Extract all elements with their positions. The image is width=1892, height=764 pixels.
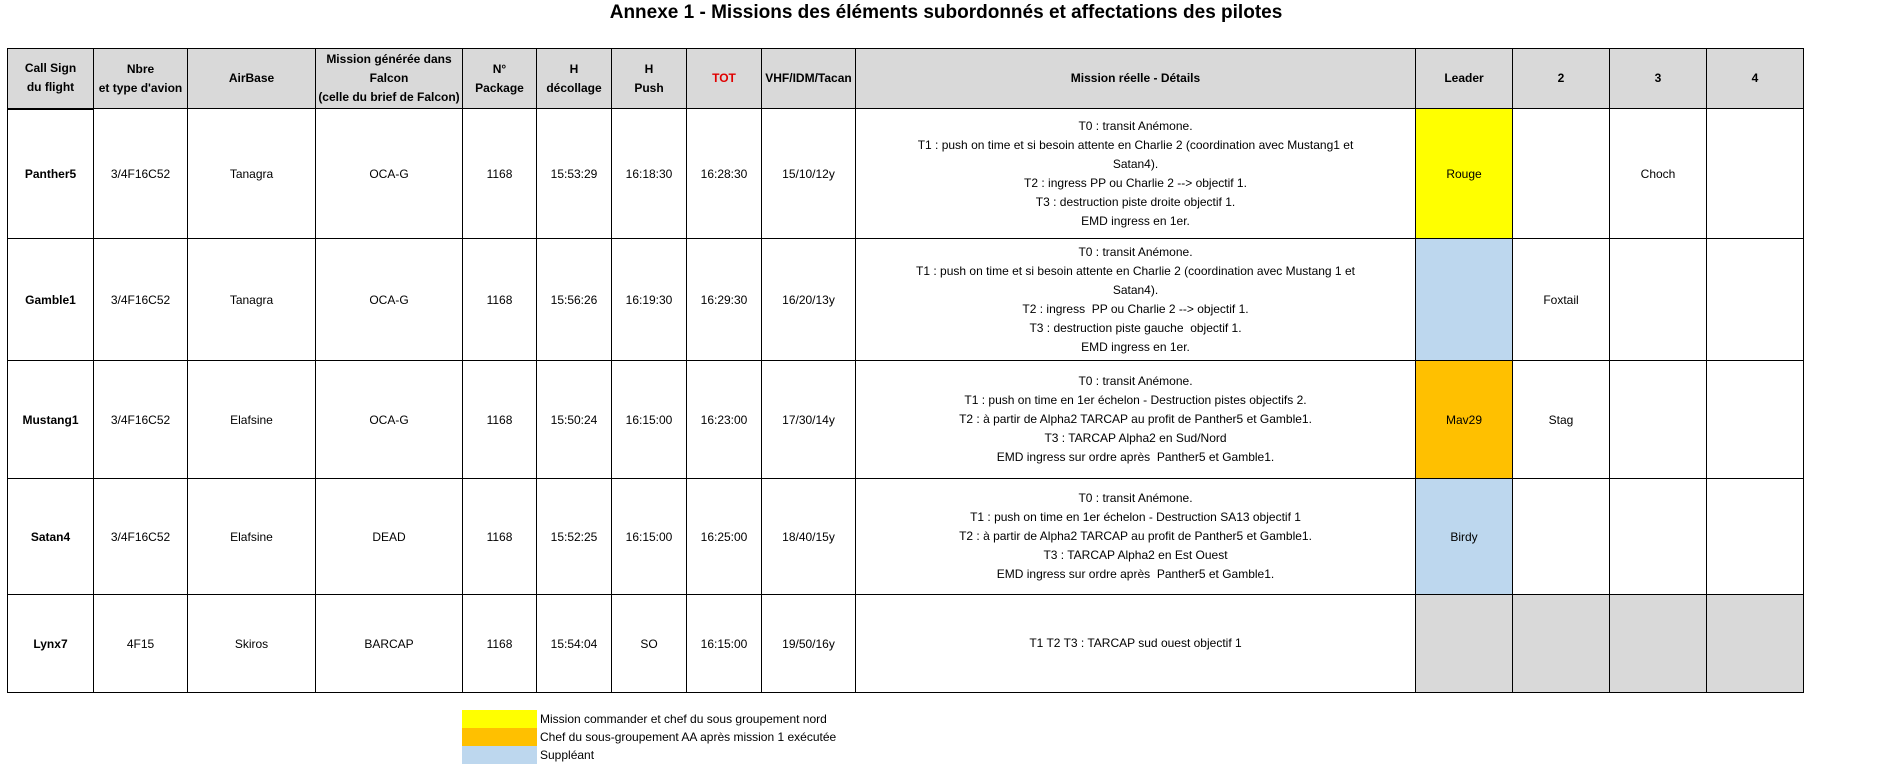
push-cell: 16:15:00: [612, 361, 687, 479]
airbase-cell: Tanagra: [188, 239, 316, 361]
legend-label: Mission commander et chef du sous groupement nord: [540, 712, 827, 726]
details-line: Satan4).: [1112, 282, 1159, 297]
aircraft-cell: 3/4F16C52: [94, 239, 188, 361]
details-line: T1 : push on time et si besoin attente en Charlie 2 (coordination avec Mustang1 et: [917, 137, 1354, 152]
header-push: H Push: [612, 49, 687, 109]
push-cell: SO: [612, 595, 687, 693]
leader-cell: Rouge: [1416, 109, 1513, 239]
leader-cell: Birdy: [1416, 479, 1513, 595]
mission-cell: BARCAP: [316, 595, 463, 693]
pilot-2-cell: [1513, 595, 1610, 693]
freq-cell: 17/30/14y: [762, 361, 856, 479]
header-tot: TOT: [687, 49, 762, 109]
details-line: T3 : destruction piste droite objectif 1.: [1035, 194, 1236, 209]
details-line: EMD ingress sur ordre après Panther5 et Gamble1.: [996, 450, 1275, 464]
call-sign-cell: Mustang1: [8, 361, 94, 479]
details-line: EMD ingress en 1er.: [1081, 339, 1190, 354]
airbase-cell: Tanagra: [188, 109, 316, 239]
header-airbase: AirBase: [188, 49, 316, 109]
freq-cell: 15/10/12y: [762, 109, 856, 239]
details-line: T2 : ingress PP ou Charlie 2 --> objectif 1.: [1022, 301, 1249, 316]
header-leader: Leader: [1416, 49, 1513, 109]
missions-table: [7, 48, 1804, 693]
mission-cell: OCA-G: [316, 361, 463, 479]
header-pilot-3: 3: [1610, 49, 1707, 109]
header-freq: VHF/IDM/Tacan: [762, 49, 856, 109]
header-package: N° Package: [463, 49, 537, 109]
pilot-3-cell: Choch: [1610, 109, 1707, 239]
header-pilot-2: 2: [1513, 49, 1610, 109]
header-details: Mission réelle - Détails: [856, 49, 1416, 109]
table-row: [8, 595, 1804, 693]
header-call-sign: Call Sign du flight: [8, 49, 94, 109]
package-cell: 1168: [463, 239, 537, 361]
takeoff-cell: 15:50:24: [537, 361, 612, 479]
details-line: T3 : TARCAP Alpha2 en Est Ouest: [1043, 548, 1228, 562]
header-takeoff: H décollage: [537, 49, 612, 109]
header-aircraft: Nbre et type d'avion: [94, 49, 188, 109]
details-line: T1 : push on time en 1er échelon - Destruction SA13 objectif 1: [970, 510, 1301, 524]
call-sign-cell: Gamble1: [8, 239, 94, 361]
pilot-4-cell: [1707, 595, 1804, 693]
mission-cell: OCA-G: [316, 239, 463, 361]
pilot-4-cell: [1707, 479, 1804, 595]
call-sign-cell: Satan4: [8, 479, 94, 595]
pilot-4-cell: [1707, 109, 1804, 239]
details-line: T2 : à partir de Alpha2 TARCAP au profit de Panther5 et Gamble1.: [959, 529, 1312, 543]
details-cell: [856, 239, 1416, 361]
pilot-3-cell: [1610, 361, 1707, 479]
aircraft-cell: 4F15: [94, 595, 188, 693]
mission-cell: DEAD: [316, 479, 463, 595]
details-line: EMD ingress sur ordre après Panther5 et Gamble1.: [996, 567, 1275, 581]
pilot-4-cell: [1707, 361, 1804, 479]
pilot-2-cell: [1513, 109, 1610, 239]
legend-swatch-orange: [462, 728, 537, 746]
takeoff-cell: 15:56:26: [537, 239, 612, 361]
details-cell: [856, 361, 1416, 479]
pilot-2-cell: Foxtail: [1513, 239, 1610, 361]
details-line: T3 : TARCAP Alpha2 en Sud/Nord: [1044, 431, 1227, 445]
aircraft-cell: 3/4F16C52: [94, 479, 188, 595]
tot-cell: 16:25:00: [687, 479, 762, 595]
details-line: T0 : transit Anémone.: [1078, 491, 1193, 505]
tot-cell: 16:15:00: [687, 595, 762, 693]
details-line: EMD ingress en 1er.: [1081, 213, 1190, 228]
leader-cell: [1416, 239, 1513, 361]
tot-cell: 16:28:30: [687, 109, 762, 239]
details-line: T2 : ingress PP ou Charlie 2 --> objectif 1.: [1024, 175, 1247, 190]
details-line: Satan4).: [1112, 156, 1159, 171]
header-row: [8, 49, 1804, 109]
call-sign-cell: Panther5: [8, 109, 94, 239]
details-cell: [856, 595, 1416, 693]
airbase-cell: Elafsine: [188, 361, 316, 479]
legend-swatch-yellow: [462, 710, 537, 728]
package-cell: 1168: [463, 479, 537, 595]
aircraft-cell: 3/4F16C52: [94, 109, 188, 239]
pilot-2-cell: [1513, 479, 1610, 595]
details-line: T0 : transit Anémone.: [1078, 374, 1193, 388]
freq-cell: 18/40/15y: [762, 479, 856, 595]
tot-cell: 16:23:00: [687, 361, 762, 479]
details-line: T0 : transit Anémone.: [1078, 244, 1193, 259]
table-row: [8, 109, 1804, 239]
details-line: T1 T2 T3 : TARCAP sud ouest objectif 1: [1029, 636, 1242, 650]
pilot-3-cell: [1610, 479, 1707, 595]
takeoff-cell: 15:53:29: [537, 109, 612, 239]
table-row: [8, 361, 1804, 479]
details-line: T1 : push on time et si besoin attente en Charlie 2 (coordination avec Mustang 1 et: [916, 263, 1355, 278]
pilot-3-cell: [1610, 239, 1707, 361]
airbase-cell: Elafsine: [188, 479, 316, 595]
legend-label: Chef du sous-groupement AA après mission 1 exécutée: [540, 730, 837, 744]
freq-cell: 19/50/16y: [762, 595, 856, 693]
details-cell: [856, 479, 1416, 595]
table-row: [8, 239, 1804, 361]
page-title: Annexe 1 - Missions des éléments subordonnés et affectations des pilotes: [609, 2, 1283, 23]
leader-cell: [1416, 595, 1513, 693]
details-line: T0 : transit Anémone.: [1078, 118, 1193, 133]
package-cell: 1168: [463, 109, 537, 239]
package-cell: 1168: [463, 595, 537, 693]
legend-label: Suppléant: [540, 748, 595, 762]
legend-swatch-blue: [462, 746, 537, 764]
details-line: T2 : à partir de Alpha2 TARCAP au profit de Panther5 et Gamble1.: [959, 412, 1312, 426]
tot-cell: 16:29:30: [687, 239, 762, 361]
pilot-3-cell: [1610, 595, 1707, 693]
freq-cell: 16/20/13y: [762, 239, 856, 361]
push-cell: 16:15:00: [612, 479, 687, 595]
details-line: T3 : destruction piste gauche objectif 1.: [1029, 320, 1242, 335]
pilot-4-cell: [1707, 239, 1804, 361]
takeoff-cell: 15:54:04: [537, 595, 612, 693]
push-cell: 16:18:30: [612, 109, 687, 239]
header-mission: Mission générée dans Falcon (celle du brief de Falcon): [316, 49, 463, 109]
leader-cell: Mav29: [1416, 361, 1513, 479]
call-sign-cell: Lynx7: [8, 595, 94, 693]
takeoff-cell: 15:52:25: [537, 479, 612, 595]
header-pilot-4: 4: [1707, 49, 1804, 109]
details-line: T1 : push on time en 1er échelon - Destruction pistes objectifs 2.: [964, 393, 1307, 407]
pilot-2-cell: Stag: [1513, 361, 1610, 479]
table-row: [8, 479, 1804, 595]
airbase-cell: Skiros: [188, 595, 316, 693]
push-cell: 16:19:30: [612, 239, 687, 361]
package-cell: 1168: [463, 361, 537, 479]
mission-cell: OCA-G: [316, 109, 463, 239]
aircraft-cell: 3/4F16C52: [94, 361, 188, 479]
details-cell: [856, 109, 1416, 239]
